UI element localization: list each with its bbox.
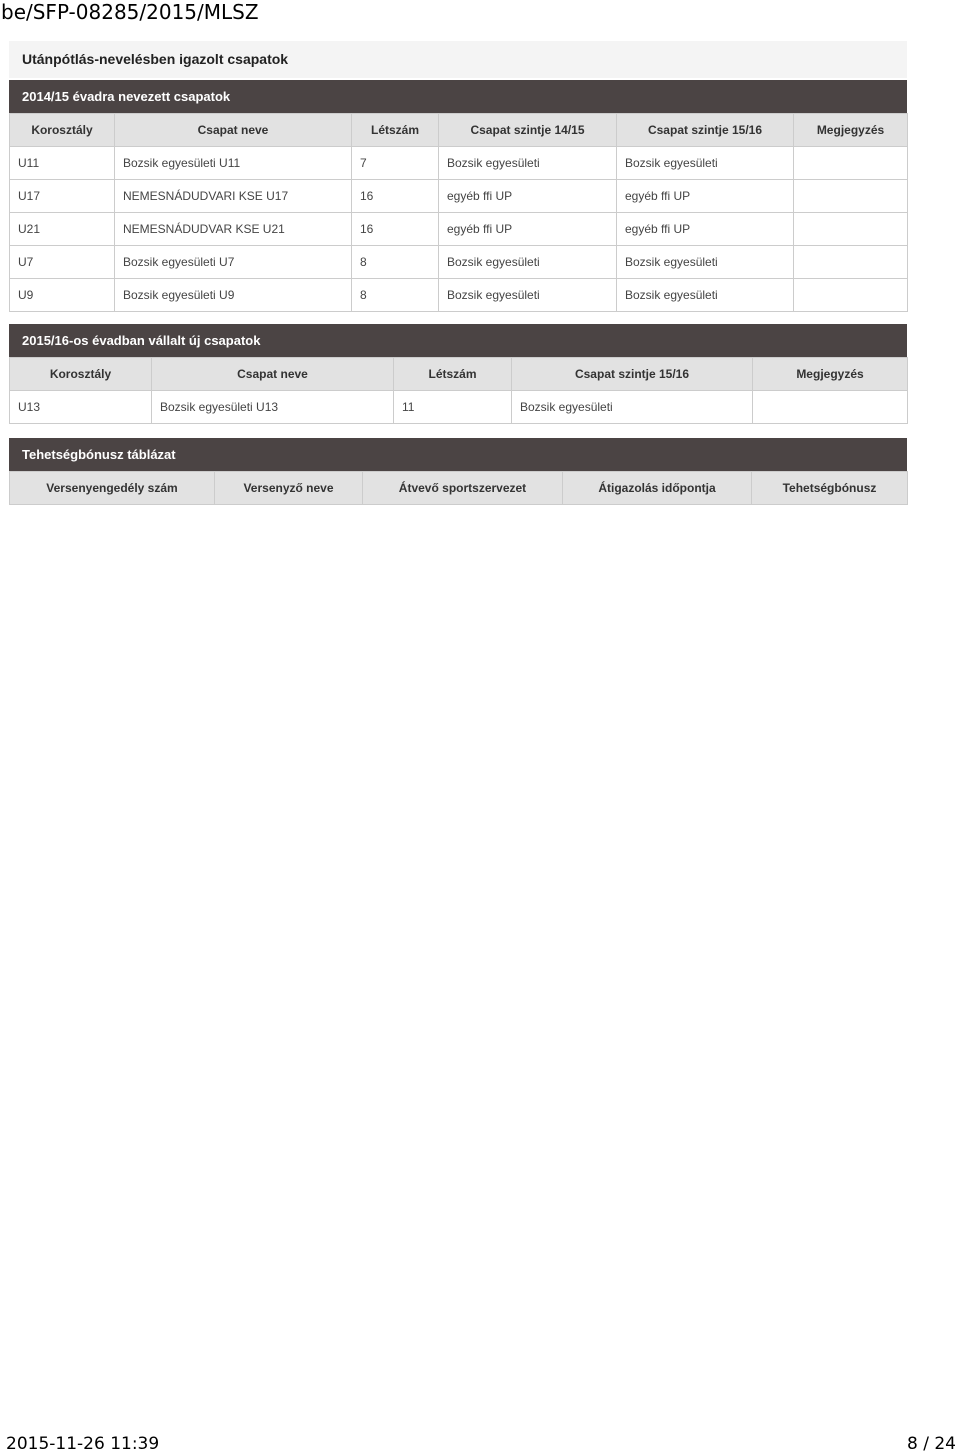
- table-cell: [794, 180, 908, 213]
- table-cell: NEMESNÁDUDVAR KSE U21: [115, 213, 352, 246]
- talent-bonus-title: Tehetségbónusz táblázat: [9, 438, 907, 471]
- table-cell: egyéb ffi UP: [439, 180, 617, 213]
- table-cell: U13: [10, 391, 152, 424]
- table-cell: Bozsik egyesületi: [439, 147, 617, 180]
- document-id: be/SFP-08285/2015/MLSZ: [1, 0, 259, 24]
- column-header: Átigazolás időpontja: [563, 472, 752, 505]
- column-header: Csapat neve: [115, 114, 352, 147]
- table-cell: Bozsik egyesületi U11: [115, 147, 352, 180]
- table-cell: U9: [10, 279, 115, 312]
- table-row: [10, 180, 908, 213]
- table-cell: U11: [10, 147, 115, 180]
- table-cell: 7: [352, 147, 439, 180]
- table-row: [10, 279, 908, 312]
- table-cell: [753, 391, 908, 424]
- table-cell: [794, 246, 908, 279]
- teams-2014-15-block: [9, 80, 907, 312]
- column-header: Korosztály: [10, 358, 152, 391]
- table-cell: [794, 279, 908, 312]
- teams-2014-15-title: 2014/15 évadra nevezett csapatok: [9, 80, 907, 113]
- new-teams-2015-16-title: 2015/16-os évadban vállalt új csapatok: [9, 324, 907, 357]
- column-header: Átvevő sportszervezet: [363, 472, 563, 505]
- talent-bonus-table: [9, 471, 908, 505]
- table-cell: U17: [10, 180, 115, 213]
- table-cell: egyéb ffi UP: [617, 213, 794, 246]
- table-cell: [794, 147, 908, 180]
- table-cell: NEMESNÁDUDVARI KSE U17: [115, 180, 352, 213]
- table-cell: 11: [394, 391, 512, 424]
- table-cell: Bozsik egyesületi: [617, 246, 794, 279]
- footer-page-number: 8 / 24: [907, 1434, 956, 1454]
- column-header: Csapat szintje 15/16: [512, 358, 753, 391]
- column-header: Megjegyzés: [753, 358, 908, 391]
- table-cell: Bozsik egyesületi U13: [152, 391, 394, 424]
- column-header: Versenyző neve: [215, 472, 363, 505]
- column-header: Tehetségbónusz: [752, 472, 908, 505]
- table-row: [10, 147, 908, 180]
- column-header: Létszám: [352, 114, 439, 147]
- new-teams-2015-16-block: [9, 324, 907, 424]
- table-cell: Bozsik egyesületi U7: [115, 246, 352, 279]
- column-header: Korosztály: [10, 114, 115, 147]
- table-cell: Bozsik egyesületi: [617, 147, 794, 180]
- table-cell: U21: [10, 213, 115, 246]
- column-header: Létszám: [394, 358, 512, 391]
- table-header-row: [10, 472, 908, 505]
- table-row: [10, 213, 908, 246]
- column-header: Megjegyzés: [794, 114, 908, 147]
- table-header-row: [10, 358, 908, 391]
- table-cell: 8: [352, 279, 439, 312]
- table-cell: U7: [10, 246, 115, 279]
- table-cell: Bozsik egyesületi: [439, 246, 617, 279]
- footer-timestamp: 2015-11-26 11:39: [6, 1434, 160, 1454]
- column-header: Csapat neve: [152, 358, 394, 391]
- teams-2014-15-table: [9, 113, 908, 312]
- table-cell: 8: [352, 246, 439, 279]
- section-title: Utánpótlás-nevelésben igazolt csapatok: [9, 41, 907, 78]
- table-cell: Bozsik egyesületi: [439, 279, 617, 312]
- new-teams-2015-16-table: [9, 357, 908, 424]
- table-cell: 16: [352, 180, 439, 213]
- column-header: Csapat szintje 15/16: [617, 114, 794, 147]
- table-header-row: [10, 114, 908, 147]
- table-cell: egyéb ffi UP: [617, 180, 794, 213]
- table-cell: 16: [352, 213, 439, 246]
- table-cell: Bozsik egyesületi: [512, 391, 753, 424]
- table-row: [10, 391, 908, 424]
- column-header: Versenyengedély szám: [10, 472, 215, 505]
- table-cell: Bozsik egyesületi U9: [115, 279, 352, 312]
- table-cell: egyéb ffi UP: [439, 213, 617, 246]
- column-header: Csapat szintje 14/15: [439, 114, 617, 147]
- talent-bonus-block: [9, 438, 907, 505]
- table-row: [10, 246, 908, 279]
- table-cell: [794, 213, 908, 246]
- table-cell: Bozsik egyesületi: [617, 279, 794, 312]
